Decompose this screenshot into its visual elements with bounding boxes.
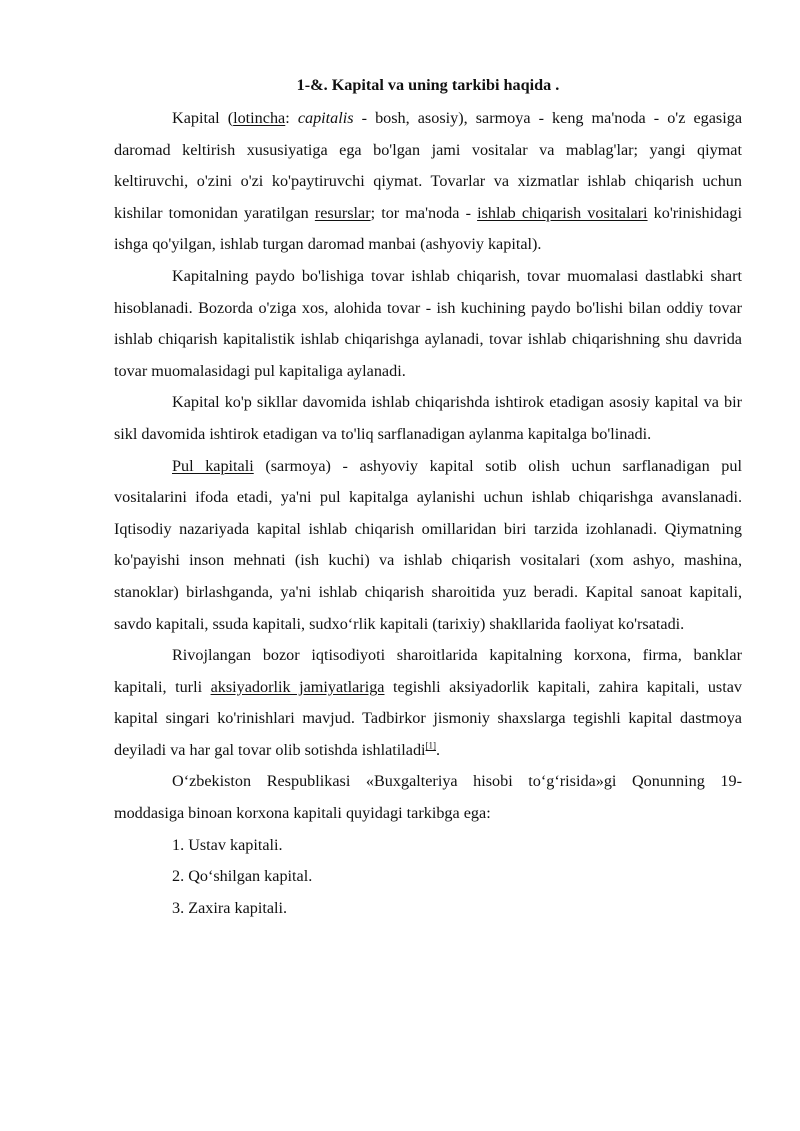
link-pul-kapitali[interactable]: Pul kapitali <box>172 456 254 475</box>
text-span: . <box>436 740 441 759</box>
paragraph-capital-definition <box>114 103 742 261</box>
paragraph-market-capital <box>114 640 742 766</box>
text-span: - bosh, asosiy), sarmoya - keng ma'noda - o'z egasiga daromad keltirish xususiyatiga ega bo'lgan jami vositalar va mablag'lar; yangi qiymat keltiruvchi, o'zini o'zi ko'paytiruvchi qiymat. Tovarlar va xizmatlar ishlab chiqarish uchun kishilar tomonidan yaratilgan <box>114 109 743 222</box>
list-item: 1. Ustav kapitali. <box>172 835 283 854</box>
list-item: 3. Zaxira kapitali. <box>172 898 288 917</box>
list-item: 2. Qo‘shilgan kapital. <box>172 867 313 886</box>
text-span: ko'rinishidagi ishga qo'yilgan, ishlab turgan daromad manbai (ashyoviy kapital). <box>114 203 743 254</box>
text-span: Rivojlangan bozor iqtisodiyoti sharoitlarida kapitalning korxona, firma, banklar kapitali, turli <box>114 646 742 696</box>
link-lotincha[interactable]: lotincha <box>233 109 286 127</box>
text-span: : <box>285 109 298 127</box>
link-ishlab-chiqarish-vositalari[interactable]: ishlab chiqarish vositalari <box>477 203 648 222</box>
footnote-link[interactable]: [1] <box>425 740 437 751</box>
section-title: 1-&. Kapital va uning tarkibi haqida . <box>296 76 560 94</box>
link-aksiyadorlik-jamiyatlariga[interactable]: aksiyadorlik jamiyatlariga <box>210 677 385 696</box>
link-resurslar[interactable]: resurslar <box>314 203 371 222</box>
paragraph-law-reference: O‘zbekiston Respublikasi «Buxgalteriya hisobi to‘g‘risida»gi Qonunning 19-moddasiga binoan korxona kapitali quyidagi tarkibga ega: <box>114 772 742 823</box>
text-span: (sarmoya) - ashyoviy kapital sotib olish uchun sarflanadigan pul vositalarini ifoda etadi, ya'ni pul kapitalga aylanishi uchun ishlab chiqarishga avanslanadi. Iqtisodiy nazariyada kapital ishlab chiqarish omillaridan biri tarzida izohlanadi. Qiymatning ko'payishi inson mehnati (ish kuchi) va ishlab chiqarish vositalari (xom ashyo, mashina, stanoklar) birlashganda, ya'ni ishlab chiqarish sharoitida yuz beradi. Kapital sanoat kapitali, savdo kapitali, ssuda kapitali, sudxo‘rlik kapitali (tarixiy) shakllarida faoliyat ko'rsatadi. <box>114 456 742 633</box>
document-body <box>114 71 742 924</box>
term-capitalis: capitalis <box>297 109 354 127</box>
paragraph-capital-origin: Kapitalning paydo bo'lishiga tovar ishlab chiqarish, tovar muomalasi dastlabki shart hisoblanadi. Bozorda o'ziga xos, alohida tovar - ish kuchining paydo bo'lishi bilan oddiy tovar ishlab chiqarish kapitalistik ishlab chiqarishga aylanadi, tovar ishlab chiqarishning shu davrida tovar muomalasidagi pul kapitaliga aylanadi. <box>114 266 742 380</box>
text-span: Kapital ( <box>172 109 234 127</box>
paragraph-capital-types: Kapital ko'p sikllar davomida ishlab chiqarishda ishtirok etadigan asosiy kapital va bir sikl davomida ishtirok etadigan va to'liq sarflanadigan aylanma kapitalga bo'linadi. <box>114 393 742 443</box>
paragraph-money-capital <box>114 451 742 641</box>
text-span: ; tor ma'noda - <box>370 203 478 222</box>
text-span: tegishli aksiyadorlik kapitali, zahira kapitali, ustav kapital singari ko'rinishlari mavjud. Tadbirkor jismoniy shaxslarga tegishli kapital dastmoya deyiladi va har gal tovar olib sotishda ishlatiladi <box>114 677 743 759</box>
